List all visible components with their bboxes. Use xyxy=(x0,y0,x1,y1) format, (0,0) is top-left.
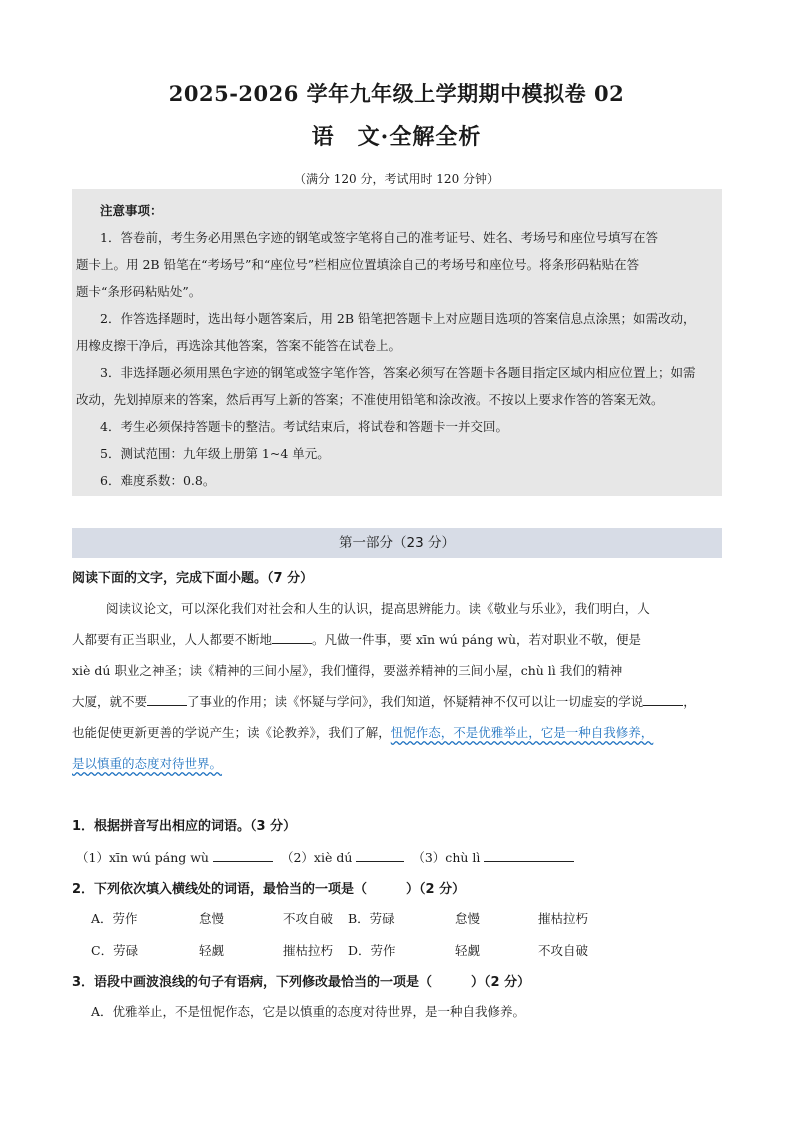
notice-item: 题卡上。用 2B 铅笔在“考场号”和“座位号”栏相应位置填涂自己的考场号和座位号。将条形码粘贴在答 xyxy=(76,257,640,272)
notice-item: 6．难度系数：0.8。 xyxy=(100,473,216,488)
passage-line: xiè dú 职业之神圣；读《精神的三间小屋》，我们懂得，要滋养精神的三间小屋，chù lì 我们的精神 xyxy=(72,663,623,678)
option-word: 不攻自破 xyxy=(538,943,589,958)
question-3-stem: 3．语段中画波浪线的句子有语病，下列修改最恰当的一项是（ ）（2 分） xyxy=(72,975,531,990)
passage-line: 大厦，就不要 了事业的作用；读《怀疑与学问》，我们知道，怀疑精神不仅可以让一切虚妄的学说 ， xyxy=(72,694,696,709)
notice-item: 题卡“条形码粘贴处”。 xyxy=(76,284,202,299)
question-1-fill xyxy=(76,848,578,866)
option-word: 轻觑 xyxy=(455,943,481,958)
option-word: 怠慢 xyxy=(199,911,225,926)
notice-item: 5．测试范围：九年级上册第 1~4 单元。 xyxy=(100,446,330,461)
option-word: 摧枯拉朽 xyxy=(538,911,589,926)
notice-heading: 注意事项： xyxy=(100,203,163,218)
question-1-stem: 1．根据拼音写出相应的词语。（3 分） xyxy=(72,819,297,834)
option-word: 怠慢 xyxy=(455,911,481,926)
option-b: B．劳碌 xyxy=(348,911,395,926)
notice-item: 2．作答选择题时，选出每小题答案后，用 2B 铅笔把答题卡上对应题目选项的答案信息点涂黑；如需改动， xyxy=(100,311,696,326)
notice-item: 改动，先划掉原来的答案，然后再写上新的答案；不准使用铅笔和涂改液。不按以上要求作答的答案无效。 xyxy=(76,392,664,407)
notice-item: 1．答卷前，考生务必用黑色字迹的钢笔或签字笔将自己的准考证号、姓名、考场号和座位号填写在答 xyxy=(100,230,658,245)
answer-blank xyxy=(356,848,404,862)
score-note: （满分 120 分，考试用时 120 分钟） xyxy=(293,172,500,186)
option-word: 摧枯拉朽 xyxy=(283,943,334,958)
answer-blank xyxy=(272,631,312,644)
reading-passage xyxy=(72,593,722,779)
passage-line: 人都要有正当职业，人人都要不断地 。凡做一件事，要 xīn wú páng wù，若对职业不敬，便是 xyxy=(72,632,642,647)
answer-blank xyxy=(147,693,187,706)
answer-blank xyxy=(213,848,273,862)
option-d: D．劳作 xyxy=(348,943,396,958)
reading-instruction: 阅读下面的文字，完成下面小题。（7 分） xyxy=(72,571,314,586)
passage-line xyxy=(72,748,722,779)
option-a: A．优雅举止，不是忸怩作态，它是以慎重的态度对待世界，是一种自我修养。 xyxy=(91,1004,526,1019)
answer-blank xyxy=(484,848,574,862)
section-header: 第一部分（23 分） xyxy=(72,528,722,558)
option-a: A．劳作 xyxy=(91,911,138,926)
passage-line: 也能促使更新更善的学说产生；读《论教养》，我们了解，忸怩作态，不是优雅举止，它是一种自我修养， xyxy=(72,725,654,740)
answer-blank xyxy=(643,693,683,706)
wavy-underlined-sentence: 是以慎重的态度对待世界。 xyxy=(72,756,223,771)
exam-subtitle: 语 文·全解全析 xyxy=(311,124,482,150)
question-2-stem: 2．下列依次填入横线处的词语，最恰当的一项是（ ）（2 分） xyxy=(72,882,466,897)
notice-item: 4．考生必须保持答题卡的整洁。考试结束后，将试卷和答题卡一并交回。 xyxy=(100,419,508,434)
notice-box xyxy=(72,189,722,496)
exam-title: 2025-2026 学年九年级上学期期中模拟卷 02 xyxy=(168,81,625,106)
option-word: 轻觑 xyxy=(199,943,225,958)
notice-item: 用橡皮擦干净后，再选涂其他答案，答案不能答在试卷上。 xyxy=(76,338,402,353)
option-word: 不攻自破 xyxy=(283,911,334,926)
option-c: C．劳碌 xyxy=(91,943,139,958)
passage-line: 阅读议论文，可以深化我们对社会和人生的认识，提高思辨能力。读《敬业与乐业》，我们明白，人 xyxy=(106,601,650,616)
fill-label: （1）xīn wú páng wù xyxy=(76,850,209,865)
fill-label: （3）chù lì xyxy=(412,850,481,865)
fill-label: （2）xiè dú xyxy=(280,850,353,865)
notice-item: 3．非选择题必须用黑色字迹的钢笔或签字笔作答，答案必须写在答题卡各题目指定区域内相应位置上；如需 xyxy=(100,365,696,380)
wavy-underlined-sentence: 忸怩作态，不是优雅举止，它是一种自我修养， xyxy=(390,725,654,740)
